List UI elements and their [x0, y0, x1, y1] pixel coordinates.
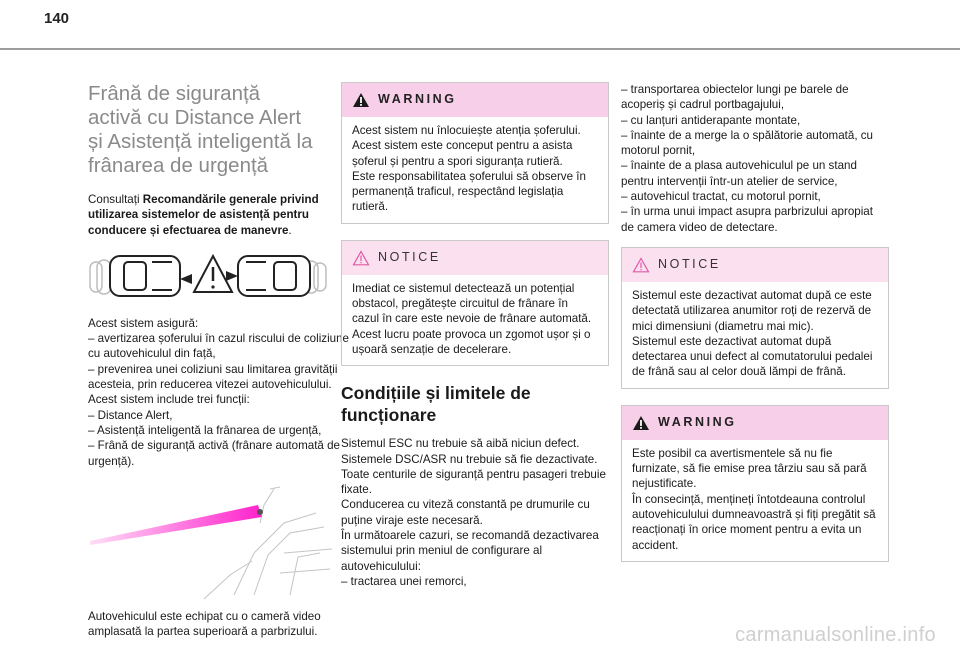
car-icon — [110, 256, 180, 296]
warning-label: WARNING — [658, 415, 737, 430]
notice-header — [622, 248, 888, 282]
notice-box — [341, 240, 609, 366]
title-line: Frână de siguranță — [88, 82, 261, 105]
notice-triangle-icon — [352, 250, 370, 266]
notice-text: Imediat ce sistemul detectează un potențial obstacol, pregătește circuitul de frânare în cazul în care este nevoie de frânare automată. Acest lucru poate provoca un zgomot ușor și o ușoară senzație de decelerare. — [352, 281, 592, 356]
warning-triangle-icon — [632, 415, 650, 431]
warning-triangle-icon — [352, 92, 370, 108]
page-title — [88, 82, 356, 178]
camera-caption: Autovehiculul este echipat cu o cameră video amplasată la partea superioară a parbrizului. — [88, 609, 321, 639]
column-2 — [341, 82, 609, 589]
notice-label: NOTICE — [378, 250, 441, 265]
section-body: Sistemul ESC nu trebuie să aibă niciun defect. Sistemele DSC/ASR nu trebuie să fie dezactivate. Toate centurile de siguranță pentru pasageri trebuie fixate. Conducerea cu viteză constantă pe drumurile cu puține viraje este necesară. În următoarele cazuri, se recomandă dezactivarea sistemului prin meniul de configurare al autovehiculului: – tractarea unei remorci, — [341, 437, 606, 588]
warning-box — [621, 405, 889, 562]
page-number: 140 — [44, 10, 70, 27]
intro-reference: Recomandările generale privind utilizarea sistemelor de asistență pentru conducere și efectuarea de manevre — [88, 193, 319, 237]
section-title: Condițiile și limitele de funcționare — [341, 383, 531, 426]
intro-prefix: Consultați — [88, 193, 143, 206]
warning-text: Acest sistem nu înlocuiește atenția șoferului. Acest sistem este conceput pentru a asista șoferul și pentru a spori siguranța rutieră. Este responsabilitatea șoferului să observe în permanență traficul, respectând legislația rutieră. — [352, 124, 586, 214]
notice-header — [342, 241, 608, 275]
warning-box — [341, 82, 609, 224]
distance-alert-illustration — [88, 248, 338, 304]
warning-header — [622, 406, 888, 440]
intro-paragraph — [88, 192, 356, 238]
column-3 — [621, 82, 889, 578]
intro-suffix: . — [288, 223, 292, 237]
notice-box — [621, 247, 889, 389]
warning-header — [342, 83, 608, 117]
header-rule — [0, 48, 960, 50]
system-description: Acest sistem asigură: – avertizarea șoferului în cazul riscului de coliziune cu autovehiculul din față, – prevenirea unei coliziuni sau limitarea gravității acesteia, prin reducerea vitezei autovehiculului. Acest sistem include trei funcții: – Distance Alert, – Asistență inteligentă la frânarea de urgență, – Frână de siguranță activă (frânare automată de urgență). — [88, 316, 349, 468]
column-1 — [88, 82, 356, 639]
notice-text: Sistemul este dezactivat automat după ce este detectată utilizarea anumitor roți de rezervă de mici dimensiuni (diametru mai mic). Sistemul este dezactivat automat după detectarea unui defect al comutatorului pedalei de frână sau al celor două lămpi de frână. — [632, 288, 873, 379]
warning-label: WARNING — [378, 92, 457, 107]
watermark: carmanualsonline.info — [735, 624, 936, 646]
warning-text: Este posibil ca avertismentele să nu fie furnizate, să fie emise prea târziu sau să pară nejustificate. În consecință, mențineți întotdeauna controlul autovehiculului dumneavoastră și fiți pregătit să reacționați în orice moment pentru a evita un accident. — [632, 446, 876, 552]
title-line: activă cu Distance Alert — [88, 106, 302, 129]
title-line: și Asistență inteligentă la — [88, 130, 313, 153]
title-line: frânarea de urgență — [88, 154, 269, 177]
notice-triangle-icon — [632, 257, 650, 273]
car-icon — [238, 256, 310, 296]
camera-beam-illustration — [84, 483, 334, 603]
deactivation-list: – transportarea obiectelor lungi pe barele de acoperiș și cadrul portbagajului, – cu lanțuri antiderapante montate, – înainte de a merge la o spălătorie automată, cu motorul pornit, – înainte de a plasa autovehiculul pe un stand pentru intervenții într-un atelier de service, – autovehicul tractat, cu motorul pornit, – în urma unui impact asupra parbrizului apropiat de camera video de detectare. — [621, 83, 873, 234]
notice-label: NOTICE — [658, 257, 721, 272]
